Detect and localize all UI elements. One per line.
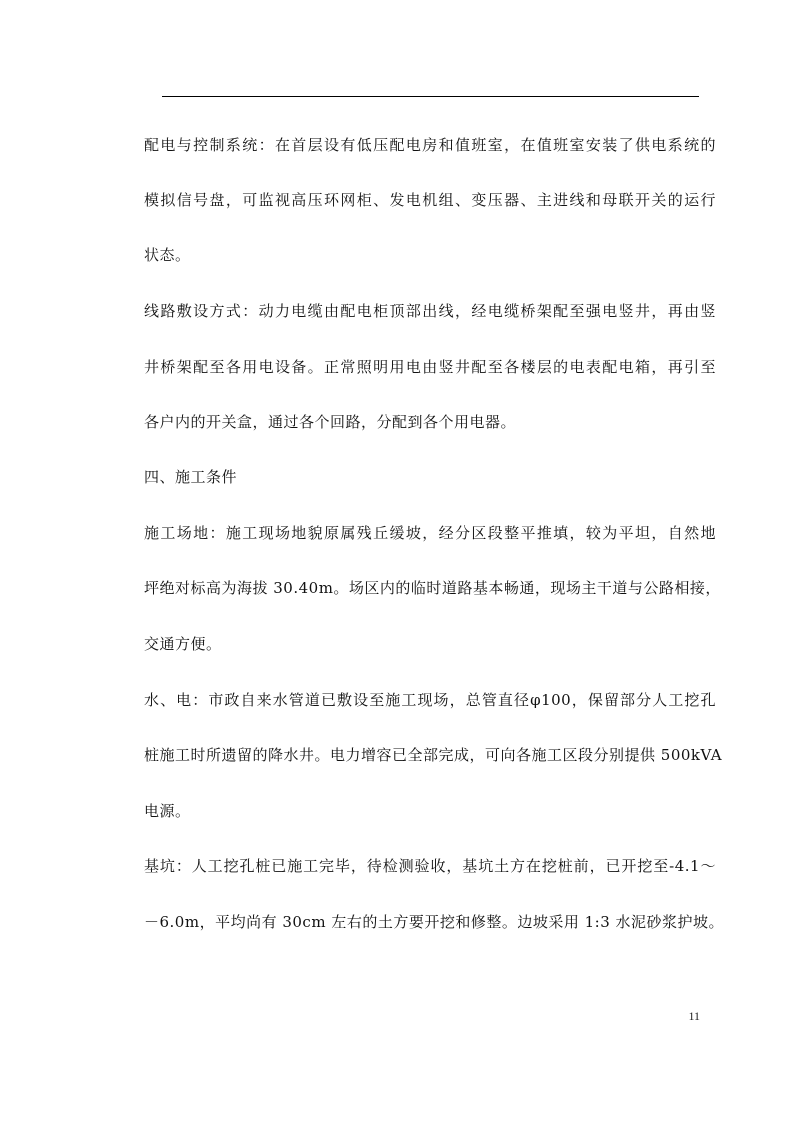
- text-line: 交通方便。: [144, 635, 222, 653]
- text-line: －6.0m，平均尚有 30cm 左右的土方要开挖和修整。边坡采用 1:3 水泥砂浆护坡。: [144, 913, 725, 931]
- text-line: 坪绝对标高为海拔 30.40m。场区内的临时道路基本畅通，现场主干道与公路相接，: [144, 579, 721, 597]
- text-line: 线路敷设方式：动力电缆由配电柜顶部出线，经电缆桥架配至强电竖井，再由竖: [144, 302, 716, 320]
- text-line: 桩施工时所遗留的降水井。电力增容已全部完成，可向各施工区段分别提供 500kVA: [144, 746, 723, 764]
- text-line: 电源。: [144, 802, 191, 820]
- text-line: 各户内的开关盒，通过各个回路，分配到各个用电器。: [144, 413, 517, 431]
- section-heading: 四、施工条件: [144, 468, 238, 486]
- text-line: 施工场地：施工现场地貌原属残丘缓坡，经分区段整平推填，较为平坦，自然地: [144, 524, 716, 542]
- text-line: 水、电：市政自来水管道已敷设至施工现场，总管直径φ100，保留部分人工挖孔: [144, 691, 716, 709]
- text-line: 井桥架配至各用电设备。正常照明用电由竖井配至各楼层的电表配电箱，再引至: [144, 358, 716, 376]
- text-line: 模拟信号盘，可监视高压环网柜、发电机组、变压器、主进线和母联开关的运行: [144, 191, 716, 209]
- text-line: 状态。: [144, 246, 191, 264]
- text-line: 配电与控制系统：在首层设有低压配电房和值班室，在值班室安装了供电系统的: [144, 136, 716, 154]
- text-line: 基坑：人工挖孔桩已施工完毕，待检测验收，基坑土方在挖桩前，已开挖至-4.1～: [144, 857, 716, 875]
- header-rule: [162, 96, 699, 97]
- page-number: 11: [688, 1009, 700, 1023]
